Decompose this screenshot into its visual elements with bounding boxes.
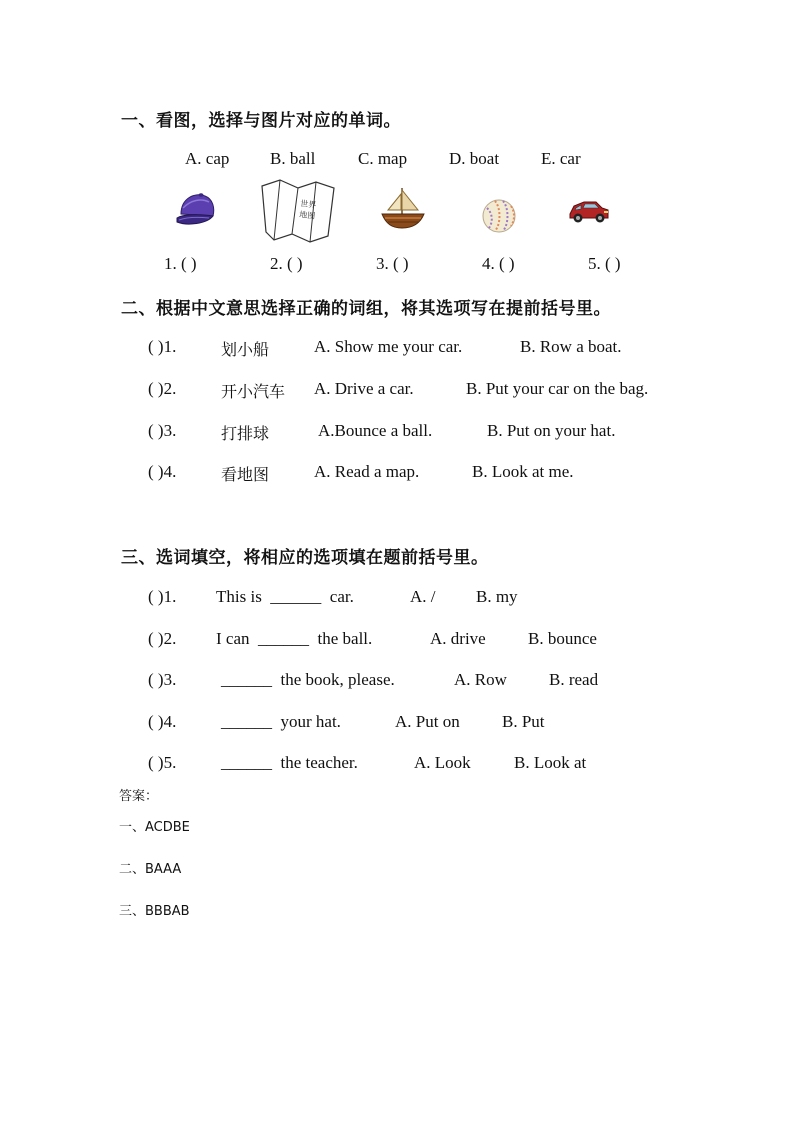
s2-q2-option-a: A. Drive a car. (314, 379, 414, 398)
option-d: D. boat (449, 149, 500, 168)
option-a: A. cap (185, 149, 230, 168)
s3-q4-option-b: B. Put (502, 712, 545, 731)
s2-q1-chinese: 划小船 (221, 340, 270, 359)
car-icon (566, 196, 610, 226)
cap-icon (173, 188, 219, 232)
s2-q1-option-b: B. Row a boat. (520, 337, 622, 356)
s3-q1-option-a: A. / (410, 587, 436, 606)
s3-q3-option-b: B. read (549, 670, 599, 689)
map-icon (258, 178, 338, 244)
section3-heading: 三、选词填空，将相应的选项填在题前括号里。 (121, 548, 489, 568)
s3-q2-bracket[interactable]: ( )2. (148, 629, 177, 648)
option-c: C. map (358, 149, 408, 168)
blank-1[interactable]: 1. ( ) (164, 254, 197, 273)
answer-line-3: 三、BBBAB (119, 904, 190, 919)
s2-q1-option-a: A. Show me your car. (314, 337, 463, 356)
blank-3[interactable]: 3. ( ) (376, 254, 409, 273)
option-e: E. car (541, 149, 581, 168)
s3-q3-sentence: ______ the book, please. (221, 670, 395, 689)
s3-q4-option-a: A. Put on (395, 712, 460, 731)
s3-q2-option-a: A. drive (430, 629, 486, 648)
section1-heading: 一、看图，选择与图片对应的单词。 (121, 111, 401, 131)
s3-q5-bracket[interactable]: ( )5. (148, 753, 177, 772)
s2-q3-option-a: A.Bounce a ball. (318, 421, 433, 440)
s3-q5-sentence: ______ the teacher. (221, 753, 358, 772)
s3-q4-sentence: ______ your hat. (221, 712, 341, 731)
blank-2[interactable]: 2. ( ) (270, 254, 303, 273)
s3-q3-bracket[interactable]: ( )3. (148, 670, 177, 689)
s2-q4-option-b: B. Look at me. (472, 462, 574, 481)
s3-q3-option-a: A. Row (454, 670, 507, 689)
answers-label: 答案： (119, 789, 159, 804)
blank-4[interactable]: 4. ( ) (482, 254, 515, 273)
s3-q4-bracket[interactable]: ( )4. (148, 712, 177, 731)
s3-q5-option-a: A. Look (414, 753, 471, 772)
s3-q2-option-b: B. bounce (528, 629, 597, 648)
s2-q3-chinese: 打排球 (221, 424, 270, 443)
s3-q1-option-b: B. my (476, 587, 518, 606)
s3-q1-sentence: This is ______ car. (216, 587, 354, 606)
s2-q1-bracket[interactable]: ( )1. (148, 337, 177, 356)
section2-heading: 二、根据中文意思选择正确的词组，将其选项写在提前括号里。 (121, 299, 611, 319)
ball-icon (481, 198, 517, 234)
s2-q4-bracket[interactable]: ( )4. (148, 462, 177, 481)
s2-q2-bracket[interactable]: ( )2. (148, 379, 177, 398)
s2-q2-chinese: 开小汽车 (221, 382, 286, 401)
map-label-bottom: 地图 (298, 210, 316, 221)
map-label-top: 世界 (299, 199, 317, 210)
answer-line-1: 一、ACDBE (119, 820, 190, 835)
s2-q3-bracket[interactable]: ( )3. (148, 421, 177, 440)
s3-q5-option-b: B. Look at (514, 753, 587, 772)
answer-line-2: 二、BAAA (119, 862, 182, 877)
s2-q4-chinese: 看地图 (221, 465, 270, 484)
s2-q4-option-a: A. Read a map. (314, 462, 420, 481)
s3-q2-sentence: I can ______ the ball. (216, 629, 373, 648)
option-b: B. ball (270, 149, 316, 168)
s2-q2-option-b: B. Put your car on the bag. (466, 379, 649, 398)
s2-q3-option-b: B. Put on your hat. (487, 421, 616, 440)
blank-5[interactable]: 5. ( ) (588, 254, 621, 273)
s3-q1-bracket[interactable]: ( )1. (148, 587, 177, 606)
boat-icon (378, 184, 428, 234)
